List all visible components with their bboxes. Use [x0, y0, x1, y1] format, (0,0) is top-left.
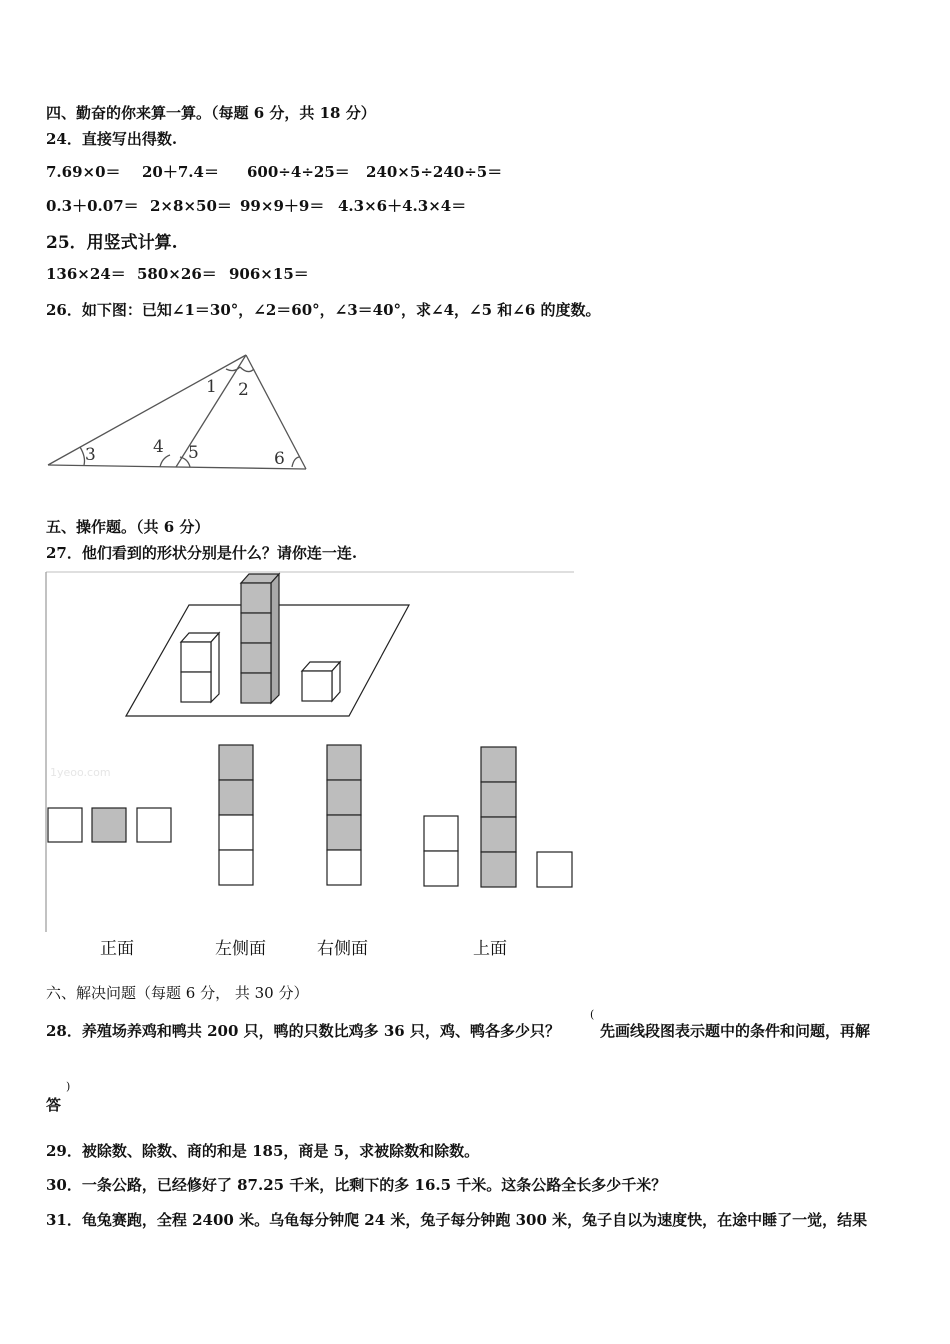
- q28-paren-open: (: [590, 1008, 595, 1021]
- view-option-4: [424, 747, 572, 887]
- view-option-1: [48, 808, 171, 842]
- q25-row: [46, 263, 446, 285]
- section-5-heading: 五、操作题。（共 6 分）: [46, 518, 210, 536]
- cube-stack-tall: [241, 574, 279, 703]
- q28-paren-close: ): [66, 1080, 71, 1093]
- angle-label: 6: [274, 449, 285, 469]
- q25-item: 906×15＝: [229, 265, 309, 283]
- q24-item: 600÷4÷25＝: [247, 163, 350, 181]
- q24-item: 20＋7.4＝: [142, 163, 219, 181]
- q25-item: 136×24＝: [46, 265, 126, 283]
- q31-text: 31．龟兔赛跑，全程 2400 米。乌龟每分钟爬 24 米，兔子每分钟跑 300 米，兔子自以为速度快，在途中睡了一觉，结果: [46, 1211, 868, 1229]
- q27-title: 27．他们看到的形状分别是什么？请你连一连.: [46, 544, 358, 562]
- angle-3-arc: [80, 447, 85, 465]
- q24-item: 4.3×6＋4.3×4＝: [338, 197, 467, 215]
- cube-single: [302, 662, 340, 701]
- q24-item: 0.3＋0.07＝: [46, 197, 139, 215]
- angle-2-arc: [240, 367, 254, 372]
- cube-stack-left: [181, 633, 219, 702]
- angle-label: 4: [153, 437, 164, 457]
- q24-row-2: [46, 195, 546, 215]
- section-6-heading: 六、解决问题（每题 6 分， 共 30 分）: [46, 984, 309, 1002]
- watermark: 1yeoo.com: [50, 766, 111, 779]
- q25-title: 25．用竖式计算.: [46, 233, 178, 253]
- q24-title: 24．直接写出得数.: [46, 130, 178, 148]
- angle-label: 5: [188, 443, 199, 463]
- view-label-top: 上面: [473, 939, 507, 959]
- cube-figure: [44, 570, 579, 932]
- triangle-figure: [40, 345, 320, 480]
- triangle-left-side: [48, 355, 246, 465]
- view-label-front: 正面: [100, 939, 134, 959]
- angle-6-arc: [292, 457, 300, 467]
- angle-label: 2: [238, 380, 249, 400]
- q28-note: 先画线段图表示题中的条件和问题，再解: [600, 1022, 871, 1040]
- section-4-heading: 四、勤奋的你来算一算。（每题 6 分，共 18 分）: [46, 104, 376, 122]
- q24-item: 99×9＋9＝: [240, 197, 325, 215]
- triangle-cevian: [176, 355, 246, 467]
- angle-label: 1: [206, 377, 217, 397]
- view-option-2: [219, 745, 253, 885]
- q25-item: 580×26＝: [137, 265, 217, 283]
- q30-text: 30．一条公路，已经修好了 87.25 千米，比剩下的多 16.5 千米。这条公路全长多少千米？: [46, 1176, 667, 1194]
- q24-item: 240×5÷240÷5＝: [366, 163, 503, 181]
- q28-text: 28．养殖场养鸡和鸭共 200 只，鸭的只数比鸡多 36 只，鸡、鸭各多少只？: [46, 1022, 560, 1040]
- angle-label: 3: [85, 445, 96, 465]
- q24-item: 7.69×0＝: [46, 163, 121, 181]
- q24-row-1: [46, 161, 546, 181]
- view-label-right: 右侧面: [317, 939, 368, 959]
- q29-text: 29．被除数、除数、商的和是 185，商是 5，求被除数和除数。: [46, 1142, 480, 1160]
- q26-title: 26．如下图：已知∠1＝30°，∠2＝60°，∠3＝40°，求∠4，∠5 和∠6 的度数。: [46, 301, 601, 319]
- view-label-left: 左侧面: [215, 939, 266, 959]
- view-option-3: [327, 745, 361, 885]
- q24-item: 2×8×50＝: [150, 197, 232, 215]
- q28-note-end: 答: [46, 1096, 62, 1114]
